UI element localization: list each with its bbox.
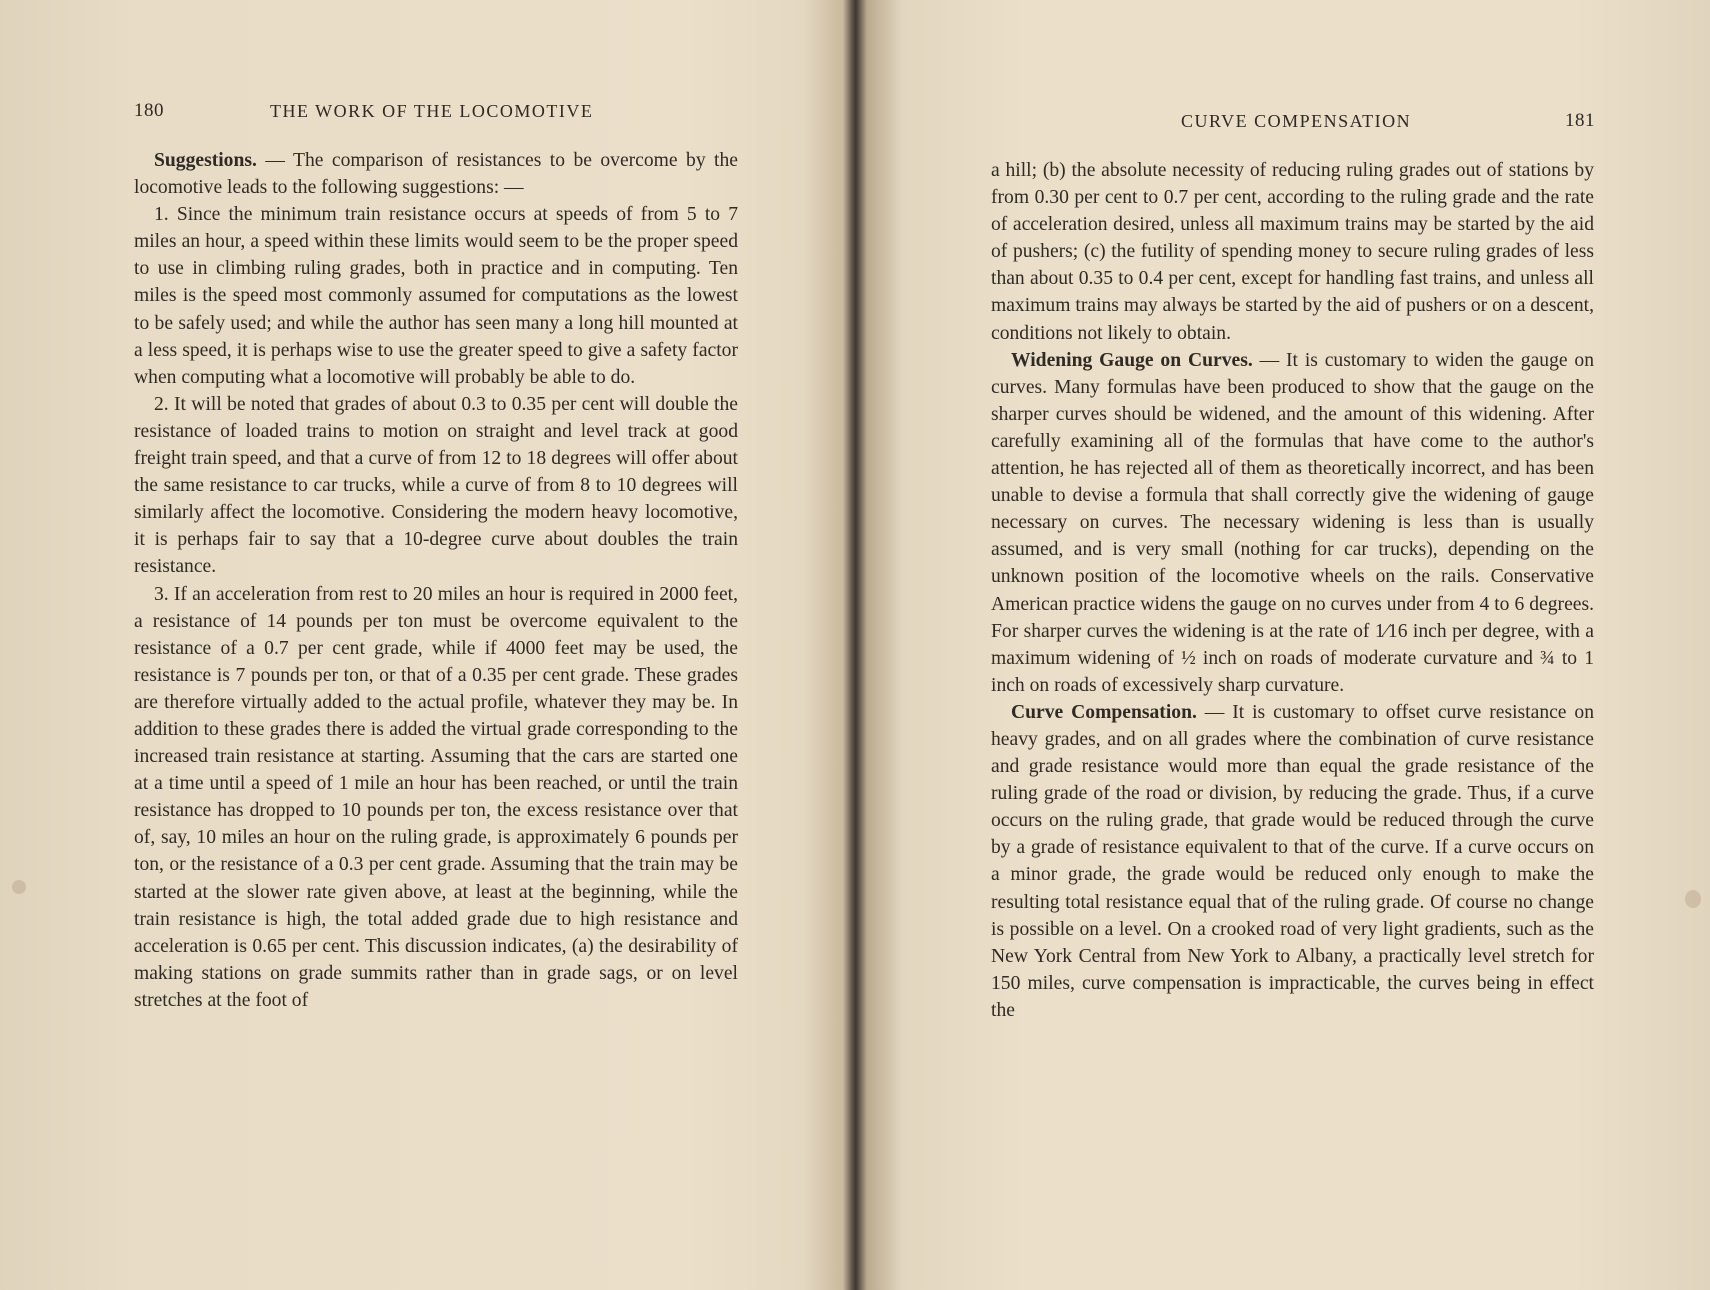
page-number: 181 <box>1565 110 1595 131</box>
paper-spot <box>1685 890 1701 908</box>
paragraph: Widening Gauge on Curves. — It is customary to widen the gauge on curves. Many formulas have been produced to show that the gauge on the sharper curves should be widened, and the amount of this widening. After carefully examining all of the formulas that have come to the author's attention, he has rejected all of them as theoretically incorrect, and has been unable to devise a formula that shall correctly give the widening of gauge necessary on curves. The necessary widening is less than is usually assumed, and is very small (nothing for car trucks), depending on the unknown position of the locomotive wheels on the rails. Conservative American practice widens the gauge on no curves under from 4 to 6 degrees. For sharper curves the widening is at the rate of 1⁄16 inch per degree, with a maximum widening of ½ inch on roads of moderate curvature and ¾ to 1 inch on roads of excessively sharp curvature. <box>991 349 1595 696</box>
paragraph: 2. It will be noted that grades of about 0.3 to 0.35 per cent will double the resistance of loaded trains to motion on straight and level track at good freight train speed, and that a curve of from 12 to 18 degrees will offer about the same resistance to car trucks, while a curve of from 8 to 10 degrees will similarly affect the locomotive. Considering the modern heavy locomotive, it is perhaps fair to say that a 10-degree curve about doubles the train resistance. <box>134 393 738 578</box>
running-head: THE WORK OF THE LOCOMOTIVE <box>270 101 594 121</box>
body-text <box>991 157 1594 1024</box>
section-heading: Widening Gauge on Curves. <box>1011 349 1253 371</box>
paragraph: Curve Compensation. — It is customary to offset curve resistance on heavy grades, and on all grades where the combination of curve resistance and grade resistance would more than equal the grade resistance of the ruling grade of the road or division, by reducing the grade. Thus, if a curve occurs on the ruling grade, that grade would be reduced through the curve by a grade of resistance equivalent to that of the curve. If a curve occurs on a minor grade, the grade would be reduced only enough to make the resulting total resistance equal that of the ruling grade. Of course no change is possible on a level. On a crooked road of very light gradients, such as the New York Central from New York to Albany, a practically level stretch for 150 miles, curve compensation is impracticable, the curves being in effect the <box>991 701 1594 1021</box>
running-head: CURVE COMPENSATION <box>1181 111 1412 131</box>
paragraph: 3. If an acceleration from rest to 20 miles an hour is required in 2000 feet, a resistance of 14 pounds per ton must be overcome equivalent to the resistance of a 0.7 per cent grade, while if 4000 feet may be used, the resistance is 7 pounds per ton, or that of a 0.35 per cent grade. These grades are therefore virtually added to the actual profile, whatever they may be. In addition to these grades there is added the virtual grade corresponding to the increased train resistance at starting. Assuming that the cars are started one at a time until a speed of 1 mile an hour has been reached, or until the train resistance has dropped to 10 pounds per ton, the excess resistance over that of, say, 10 miles an hour on the ruling grade, is approximately 6 pounds per ton, or the resistance of a 0.3 per cent grade. Assuming that the train may be started at the slower rate given above, at least at the beginning, while the train resistance is high, the total added grade due to high resistance and acceleration is 0.65 per cent. This discussion indicates, (a) the desirability of making stations on grade summits rather than in grade sags, or on level stretches at the foot of <box>134 583 738 1011</box>
paragraph: Suggestions. — The comparison of resistances to be overcome by the locomotive leads to the following suggestions: — <box>134 150 738 199</box>
body-text <box>134 147 738 1014</box>
left-page <box>0 0 845 1290</box>
paragraph: a hill; (b) the absolute necessity of reducing ruling grades out of stations by from 0.30 per cent to 0.7 per cent, according to the ruling grade and the rate of acceleration desired, unless all maximum trains may be started by the aid of pushers; (c) the futility of spending money to secure ruling grades of less than about 0.35 to 0.4 per cent, except for handling fast trains, and unless all maximum trains may always be started by the aid of pushers or on a descent, conditions not likely to obtain. <box>991 160 1594 344</box>
section-heading: Suggestions. <box>154 150 257 171</box>
page-number: 180 <box>134 100 164 121</box>
paragraph: 1. Since the minimum train resistance occurs at speeds of from 5 to 7 miles an hour, a speed within these limits would seem to be the proper speed to use in climbing ruling grades, both in practice and in computing. Ten miles is the speed most commonly assumed for computations as the lowest to be safely used; and while the author has seen many a long hill mounted at a less speed, it is perhaps wise to use the greater speed to give a safety factor when computing what a locomotive will probably be able to do. <box>134 204 738 388</box>
paper-spot <box>12 880 26 894</box>
right-page <box>863 0 1710 1290</box>
section-heading: Curve Compensation. <box>1011 701 1197 723</box>
